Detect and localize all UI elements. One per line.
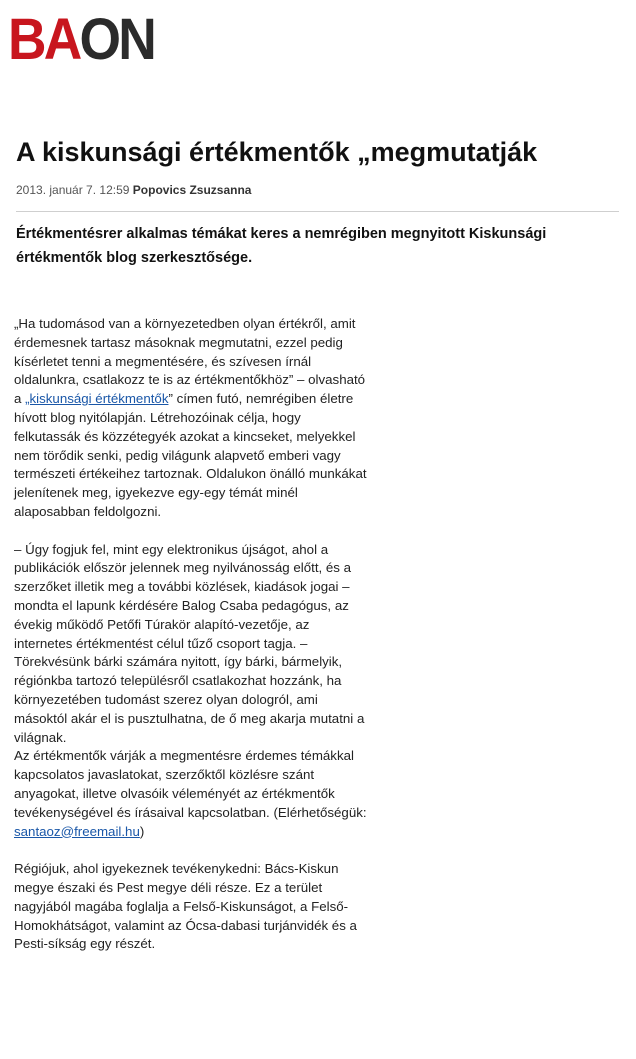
body-line: Törekvésünk bárki számára nyitott, így bárki, bármelyik, [14,654,343,670]
body-line: hívott blog nyitólapján. Létrehozóinak célja, hogy [14,409,301,425]
paragraph-gap [14,841,414,860]
article-meta [16,183,251,197]
body-line: Pesti-síkság egy részét. [14,936,156,952]
logo-part-on: ON [79,7,155,72]
body-line: Az értékmentők várják a megmentésre érdemes témákkal [14,748,354,764]
body-line: Homokhátságot, valamint az Ócsa-dabasi turjánvidék és a [14,917,357,933]
title-divider [16,211,619,212]
article-title: A kiskunsági értékmentők „megmutatják [16,137,538,167]
body-line: mondta el lapunk kérdésére Balog Csaba pedagógus, az [14,597,349,613]
author-name[interactable]: Popovics Zsuzsanna [132,183,252,197]
body-line: világnak. [14,729,67,745]
link-prefix: a [14,391,26,407]
body-line: „Ha tudomásod van a környezetedben olyan értékről, amit [14,316,356,331]
article-body [14,315,414,954]
body-line: érdemesnek tartasz másoknak megmutatni, ezzel pedig [14,334,343,350]
body-line: természeti értékeihez tartoznak. Oldalukon önálló munkákat [14,466,367,482]
body-line: publikációk először jelennek meg nyilvánosság előtt, és a [14,560,352,576]
body-line: Régiójuk, ahol igyekeznek tevékenykedni: Bács-Kiskun [14,861,339,877]
body-line: anyagokat, illetve olvasóik véleményét az értékmentők [14,785,335,801]
link-suffix: ” címen futó, nemrégiben életre [168,391,354,407]
body-line: internetes értékmentést célul tűző csoport tagja. – [14,635,308,651]
body-line: – Úgy fogjuk fel, mint egy elektronikus újságot, ahol a [14,541,329,557]
body-line: kapcsolatos javaslatokat, szerzőktől közlésre szánt [14,767,315,783]
body-line: nagyjából magába foglalja a Felső-Kiskunságot, a Felső- [14,898,349,914]
publish-date: 2013. január 7. 12:59 [16,183,130,197]
body-line: környezetében tudomást szerez olyan dologról, ami [14,691,318,707]
logo-part-ba: BA [8,7,80,72]
body-line: másoktól akár el is pusztulhatna, de ő meg akarja mutatni a [14,710,365,726]
body-line: jelenítenek meg, igyekezve egy-egy témát minél [14,485,298,501]
lead-line: értékmentők blog szerkesztősége. [16,250,253,266]
body-line: nem törődik senki, pedig világunk alapvető emberi vagy [14,447,341,463]
email-suffix: ) [139,823,145,839]
lead-line: Értékmentésrer alkalmas témákat keres a nemrégiben megnyitott Kiskunsági [16,226,547,242]
body-line-with-email [14,823,414,842]
body-line: megye északi és Pest megye déli része. Ez a terület [14,879,323,895]
body-line-with-link [14,390,414,409]
body-line: felkutassák és közzétegyék azokat a kincseket, melyekkel [14,428,356,444]
body-line: régiónkba tartozó településről csatlakozhat hozzánk, ha [14,673,342,689]
body-line: tevékenységével és írásaival kapcsolatban. (Elérhetőségük: [14,804,367,820]
site-logo[interactable] [8,7,155,72]
article-lead [16,222,616,270]
body-line: alaposabban feldolgozni. [14,503,162,519]
paragraph-gap [14,522,414,541]
email-link[interactable]: santaoz@freemail.hu [14,823,140,839]
body-line: kísérletet tenni a megmentésére, és szívesen írnál [14,353,312,369]
blog-link[interactable]: „kiskunsági értékmentők [25,391,169,407]
body-line: évekig működő Petőfi Túrakör alapító-vezetője, az [14,616,310,632]
body-line: oldalunkra, csatlakozz te is az értékmentőkhöz” – olvasható [14,372,366,388]
body-line: szerzőket illetik meg a további közlések, kiadások jogai – [14,579,350,595]
